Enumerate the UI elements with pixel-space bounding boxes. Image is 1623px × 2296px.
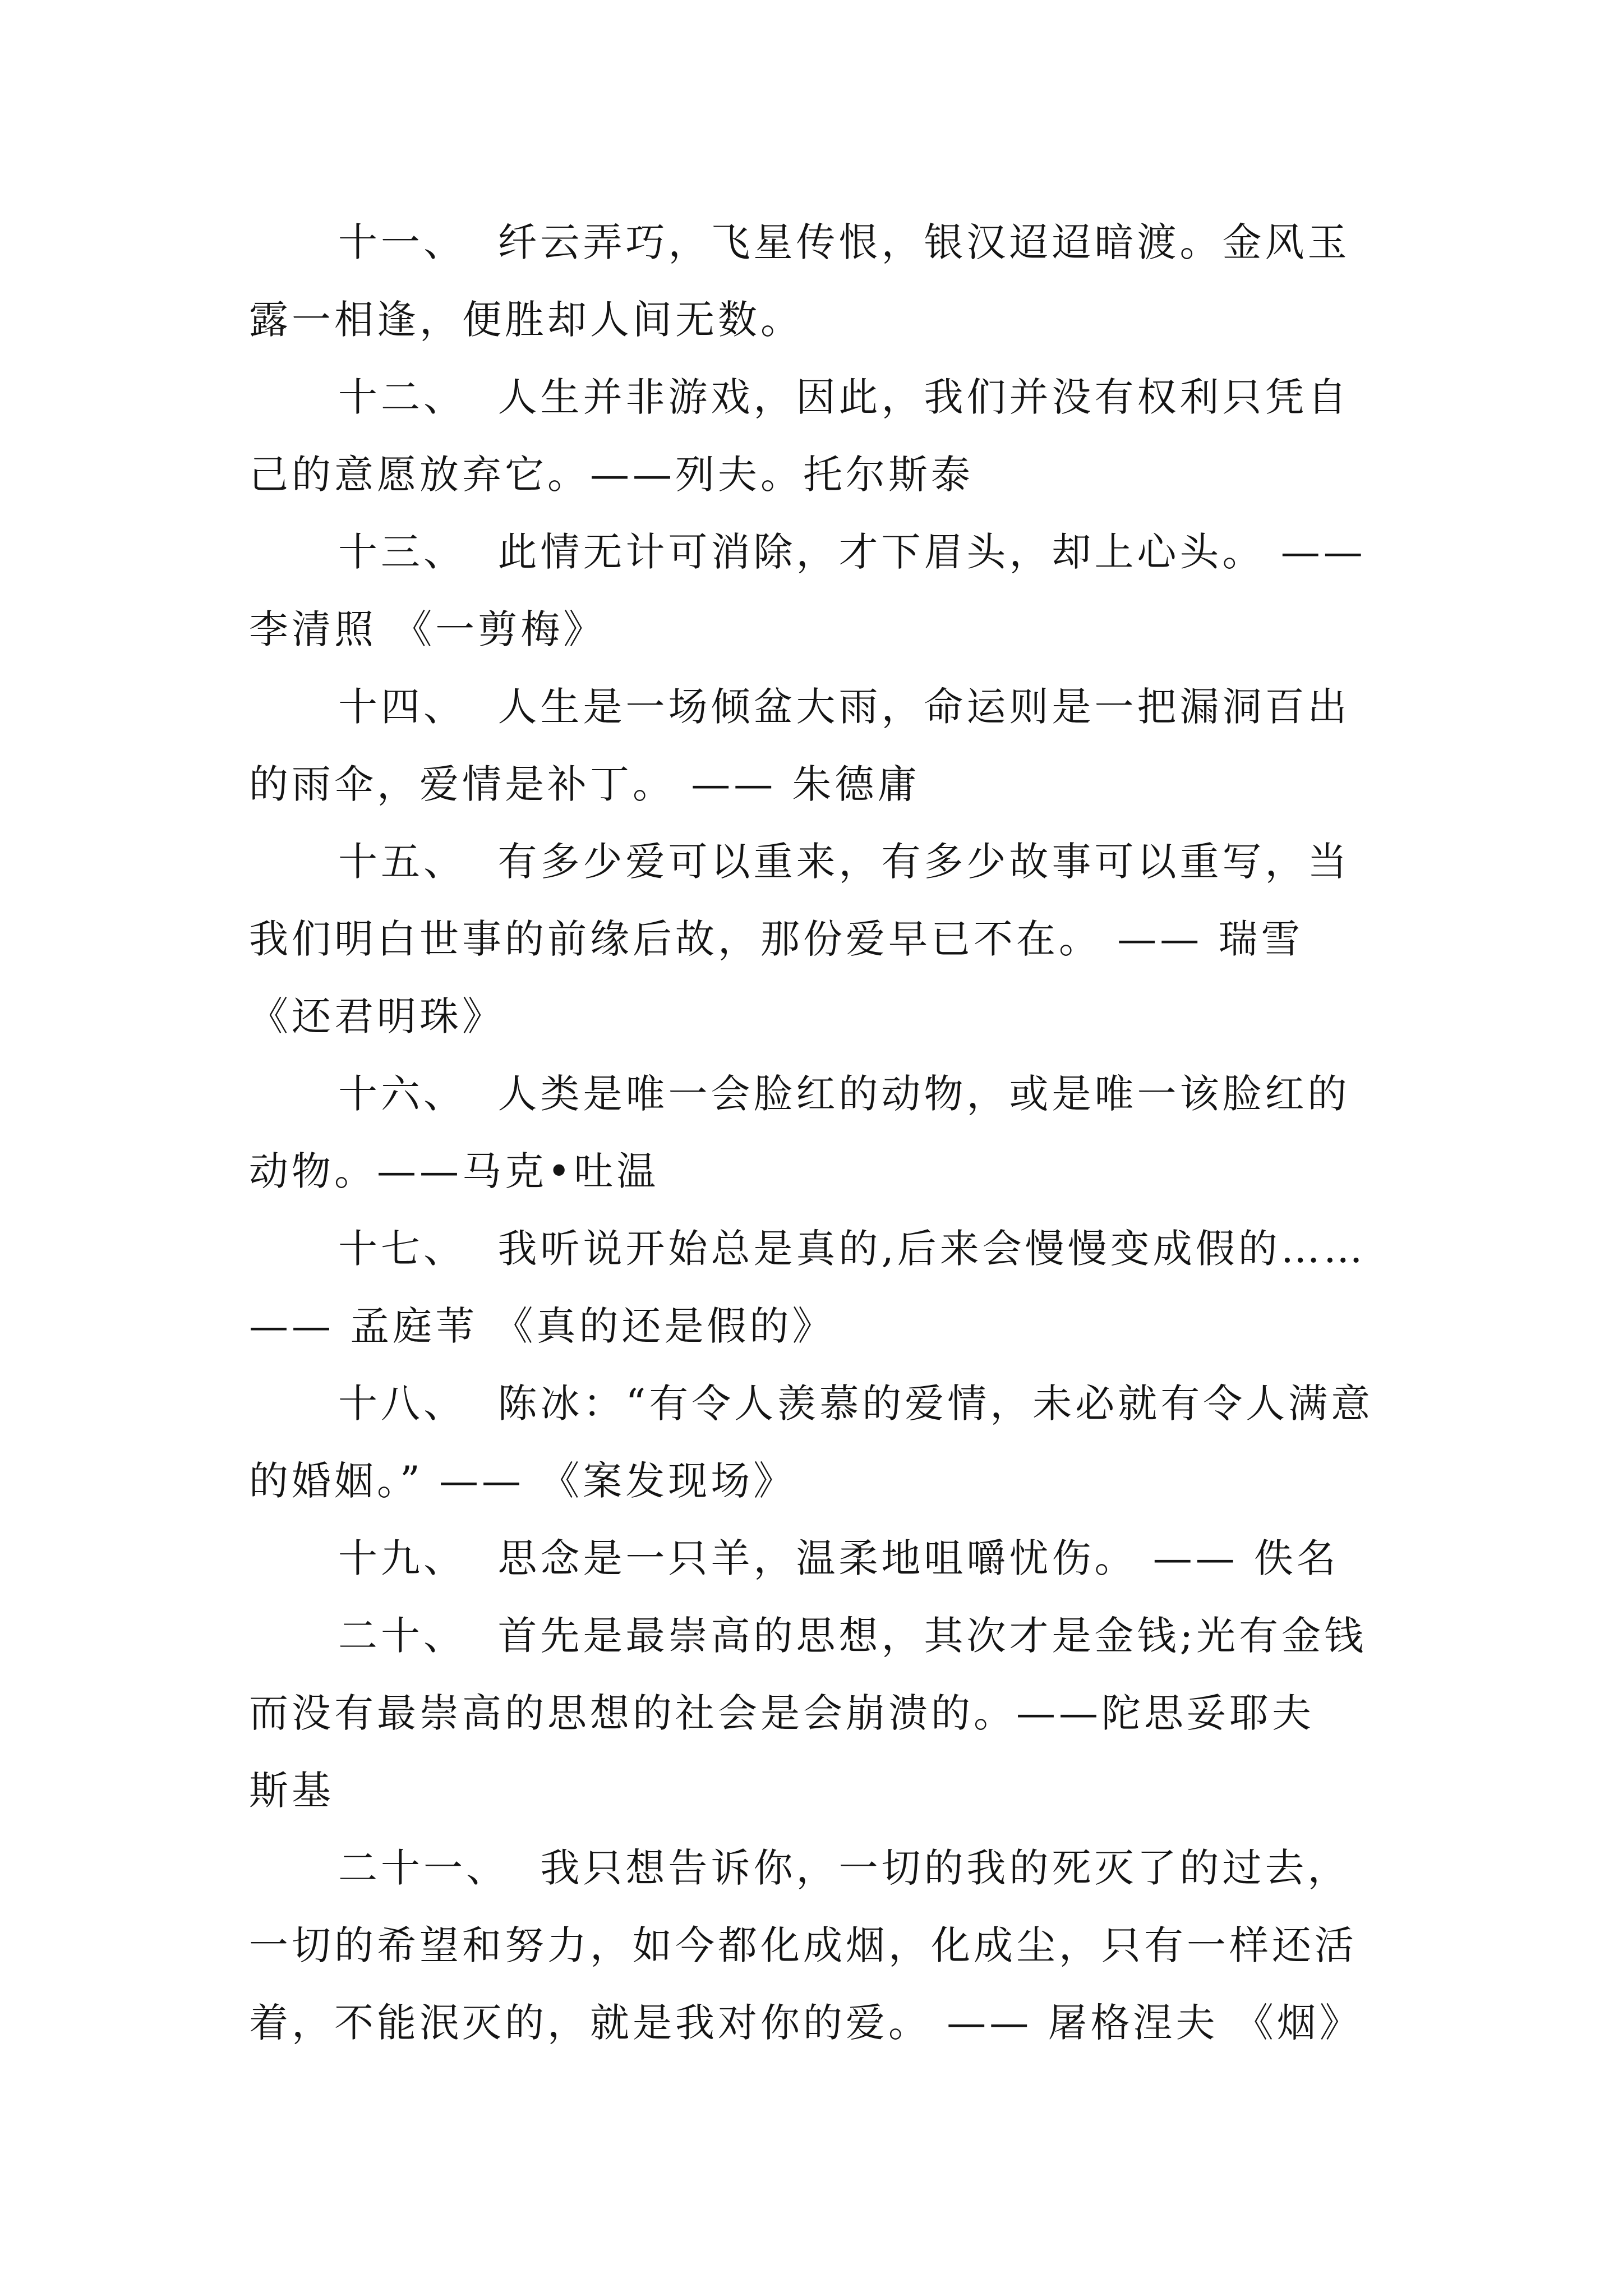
entry-21-line-2: 一切的希望和努力，如今都化成烟，化成尘，只有一样还活 — [249, 1922, 1357, 1968]
entry-17-line-1: 十七、 我听说开始总是真的,后来会慢慢变成假的…… — [338, 1226, 1366, 1272]
entry-20-line-1: 二十、 首先是最崇高的思想，其次才是金钱;光有金钱 — [338, 1613, 1367, 1659]
entry-14-line-2: 的雨伞，爱情是补丁。 —— 朱德庸 — [249, 761, 920, 807]
entry-18-line-2: 的婚姻。” —— 《案发现场》 — [249, 1458, 796, 1504]
entry-17-line-2: —— 孟庭苇 《真的还是假的》 — [249, 1303, 835, 1349]
entry-11-line-2: 露一相逢，便胜却人间无数。 — [249, 297, 803, 343]
entry-13-line-2: 李清照 《一剪梅》 — [249, 606, 606, 652]
entry-15-line-1: 十五、 有多少爱可以重来，有多少故事可以重写，当 — [338, 839, 1350, 885]
entry-12-line-2: 己的意愿放弃它。——列夫。托尔斯泰 — [249, 452, 974, 498]
entry-21-line-1: 二十一、 我只想告诉你，一切的我的死灭了的过去， — [338, 1845, 1350, 1891]
entry-19-line-1: 十九、 思念是一只羊，温柔地咀嚼忧伤。 —— 佚名 — [338, 1535, 1340, 1581]
entry-11-line-1: 十一、 纤云弄巧，飞星传恨，银汉迢迢暗渡。金风玉 — [338, 219, 1350, 265]
entry-13-line-1: 十三、 此情无计可消除，才下眉头，却上心头。 —— — [338, 529, 1366, 575]
entry-21-line-3: 着，不能泯灭的，就是我对你的爱。 —— 屠格涅夫 《烟》 — [249, 2000, 1362, 2046]
entry-18-line-1: 十八、 陈冰：“有令人羡慕的爱情，未必就有令人满意 — [338, 1381, 1374, 1427]
entry-14-line-1: 十四、 人生是一场倾盆大雨，命运则是一把漏洞百出 — [338, 684, 1350, 730]
entry-16-line-1: 十六、 人类是唯一会脸红的动物，或是唯一该脸红的 — [338, 1071, 1350, 1117]
entry-15-line-3: 《还君明珠》 — [249, 993, 505, 1039]
entry-12-line-1: 十二、 人生并非游戏，因此，我们并没有权利只凭自 — [338, 374, 1350, 420]
entry-15-line-2: 我们明白世事的前缘后故，那份爱早已不在。 —— 瑞雪 — [249, 916, 1304, 962]
entry-16-line-2: 动物。——马克•吐温 — [249, 1148, 660, 1194]
entry-20-line-2: 而没有最崇高的思想的社会是会崩溃的。——陀思妥耶夫 — [249, 1690, 1315, 1736]
entry-20-line-3: 斯基 — [249, 1768, 334, 1814]
